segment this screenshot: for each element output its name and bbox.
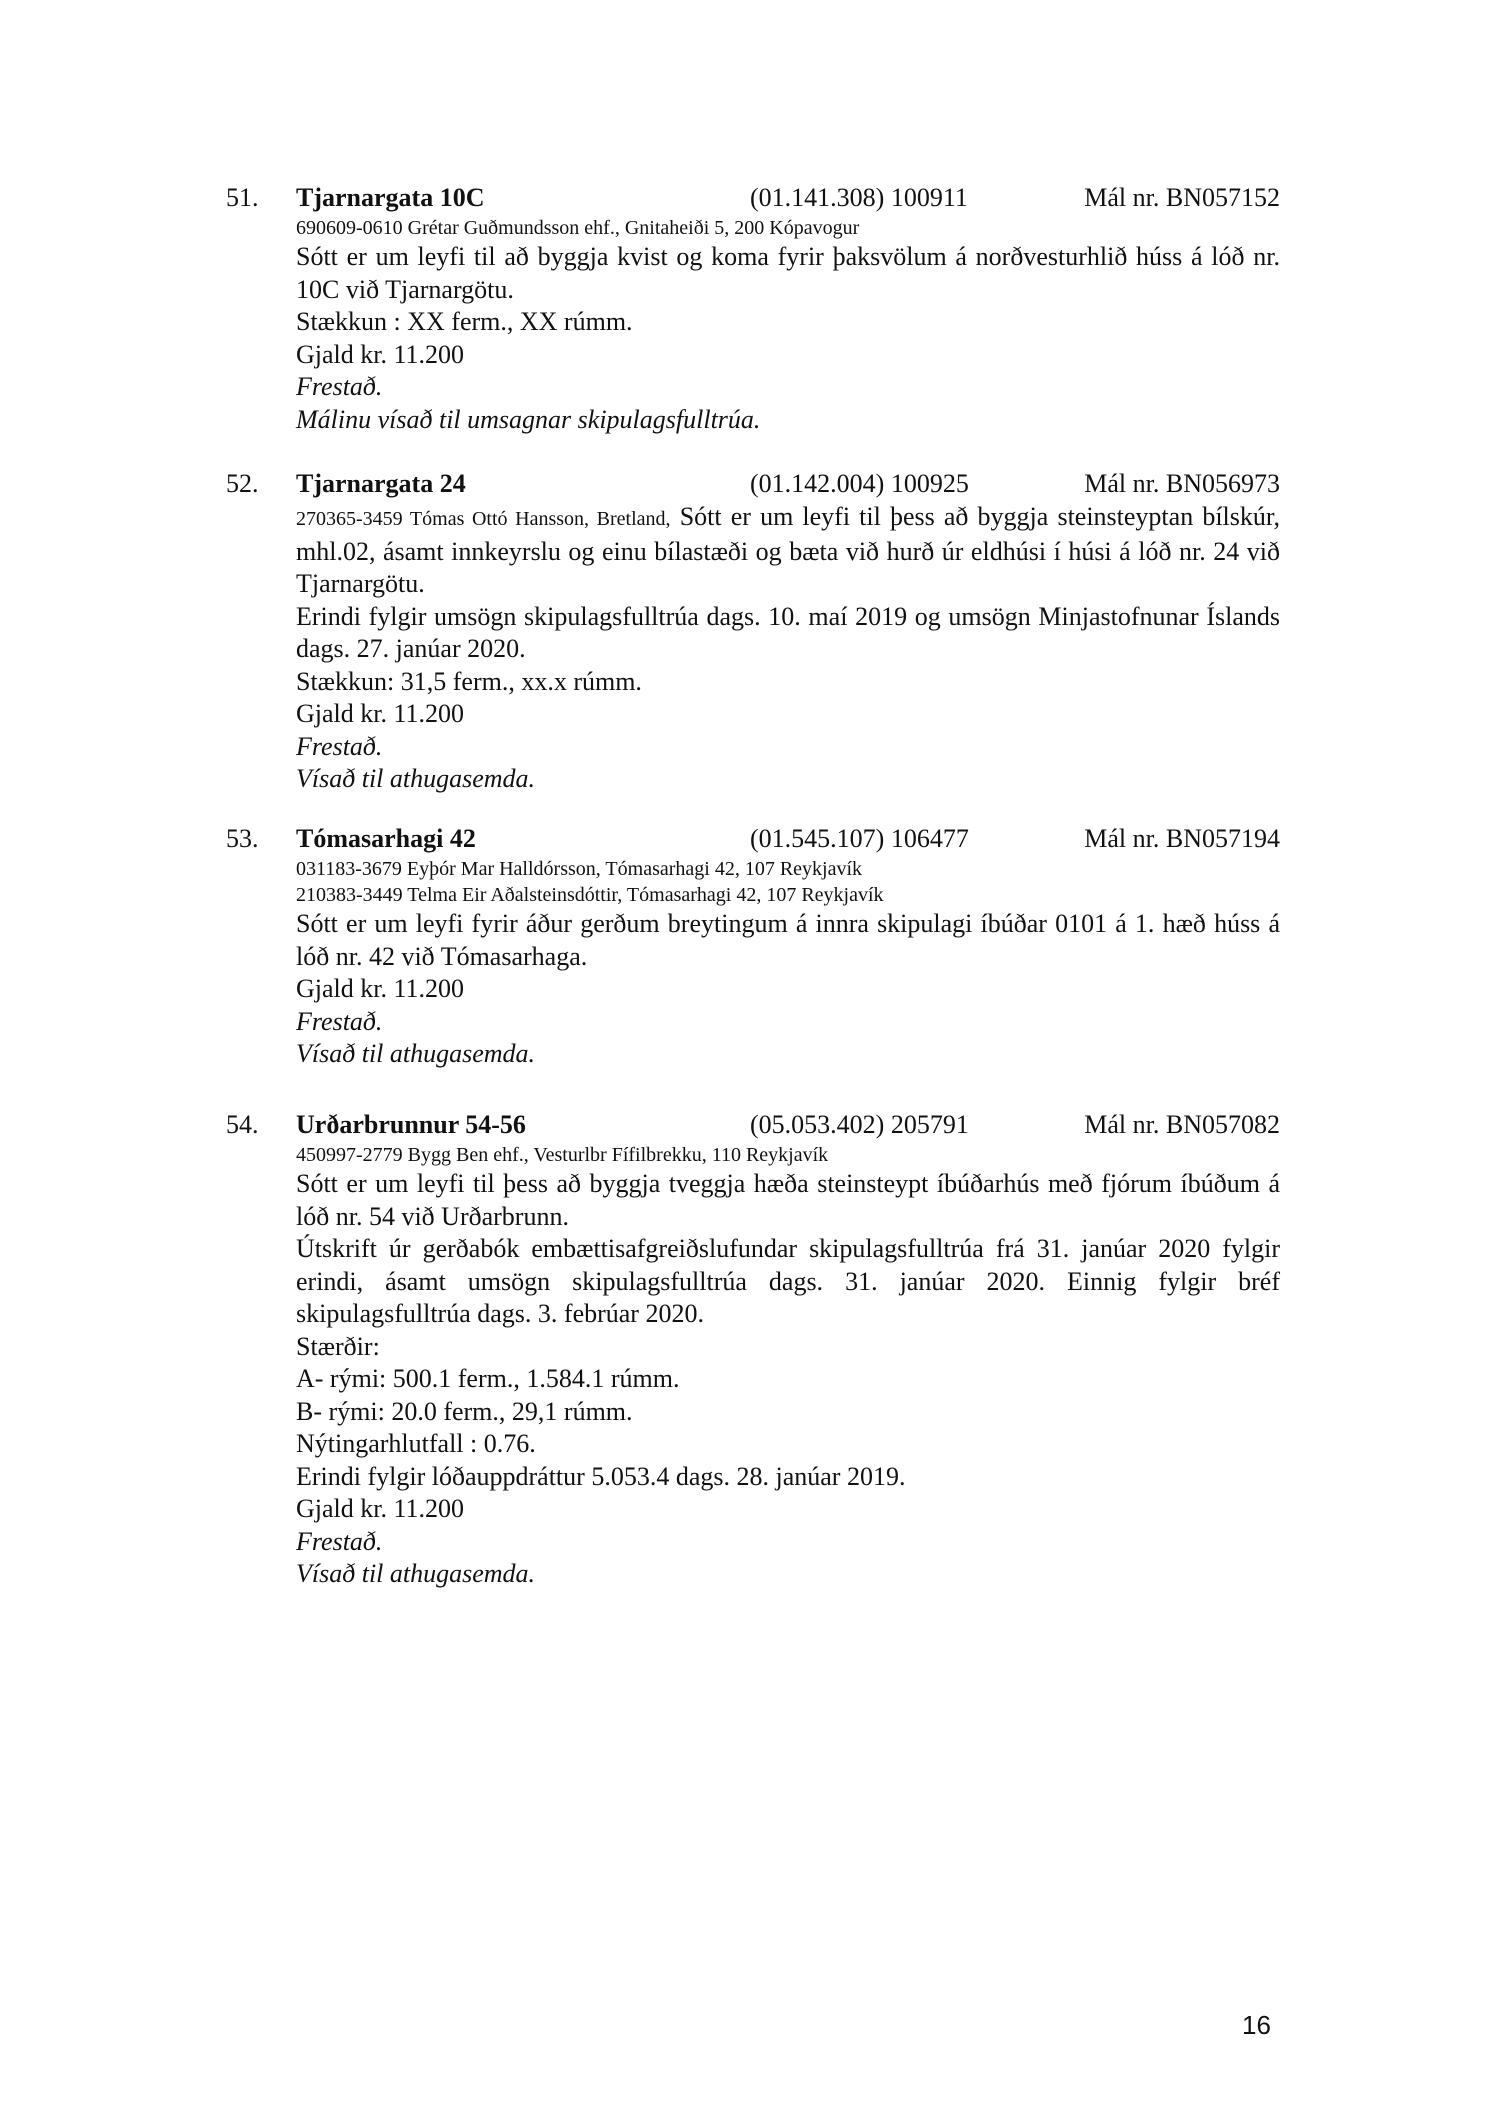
fee-line: Gjald kr. 11.200: [296, 1494, 465, 1523]
decision: Frestað.: [296, 1006, 383, 1036]
case-header: [226, 467, 1280, 501]
property-title: Urðarbrunnur 54-56: [296, 1110, 526, 1139]
decision-note: Málinu vísað til umsagnar skipulagsfulltrúa.: [296, 404, 761, 434]
case-item: [226, 181, 1280, 436]
case-number: Mál nr. BN057194: [1084, 824, 1280, 853]
case-body: [296, 856, 1280, 1071]
item-number: 52.: [226, 469, 259, 498]
fee-line: Gjald kr. 11.200: [296, 339, 465, 369]
description: Sótt er um leyfi til að byggja kvist og koma fyrir þaksvölum á norðvesturhlið húss á lóð nr. 10C við Tjarnargötu.: [296, 242, 1280, 304]
case-item: [226, 467, 1280, 796]
utilization-line: Nýtingarhlutfall : 0.76.: [296, 1429, 536, 1458]
property-code: (05.053.402) 205791: [750, 1110, 969, 1139]
description: Sótt er um leyfi til þess að byggja tveggja hæða steinsteypt íbúðarhús með fjórum íbúðum á lóð nr. 54 við Urðarbrunn.: [296, 1169, 1280, 1231]
description-text: Sótt er um leyfi til þess að byggja steinsteyptan bílskúr, mhl.02, ásamt innkeyrslu og einu bílastæði og bæta við hurð úr eldhúsi í húsi á lóð nr. 24 við Tjarnargötu.: [296, 502, 1281, 598]
applicant: 450997-2779 Bygg Ben ehf., Vesturlbr Fífilbrekku, 110 Reykjavík: [296, 1144, 829, 1166]
attachment-note: Erindi fylgir umsögn skipulagsfulltrúa dags. 10. maí 2019 og umsögn Minjastofnunar Íslands dags. 27. janúar 2020.: [296, 601, 1280, 663]
description: Sótt er um leyfi fyrir áður gerðum breytingum á innra skipulagi íbúðar 0101 á 1. hæð húss á lóð nr. 42 við Tómasarhaga.: [296, 909, 1280, 971]
page-number: 16: [1242, 2010, 1271, 2040]
case-number: Mál nr. BN056973: [1084, 469, 1280, 498]
property-code: (01.142.004) 100925: [750, 469, 969, 498]
item-number: 54.: [226, 1110, 259, 1139]
property-title: Tjarnargata 10C: [296, 183, 485, 212]
decision: Frestað.: [296, 372, 383, 401]
fee-line: Gjald kr. 11.200: [296, 974, 465, 1003]
plot-plan-line: Erindi fylgir lóðauppdráttur 5.053.4 dags. 28. janúar 2019.: [296, 1461, 906, 1491]
case-header: [226, 1108, 1280, 1142]
fee-line: Gjald kr. 11.200: [296, 699, 465, 728]
item-number: 53.: [226, 824, 259, 853]
case-body: [296, 1142, 1280, 1591]
applicant: 690609-0610 Grétar Guðmundsson ehf., Gnitaheiði 5, 200 Kópavogur: [296, 217, 860, 239]
case-header: [226, 822, 1280, 856]
decision: Frestað.: [296, 1526, 383, 1556]
property-code: (01.545.107) 106477: [750, 824, 969, 853]
decision-note: Vísað til athugasemda.: [296, 1039, 536, 1068]
property-title: Tómasarhagi 42: [296, 824, 476, 853]
property-code: (01.141.308) 100911: [750, 183, 968, 212]
decision: Frestað.: [296, 731, 383, 761]
case-header: [226, 181, 1280, 215]
case-body: [296, 215, 1280, 436]
sizes-heading: Stærðir:: [296, 1331, 380, 1361]
description: [296, 501, 1280, 601]
case-item: [226, 1108, 1280, 1591]
applicant: 210383-3449 Telma Eir Aðalsteinsdóttir, Tómasarhagi 42, 107 Reykjavík: [296, 884, 884, 906]
applicant: 031183-3679 Eyþór Mar Halldórsson, Tómasarhagi 42, 107 Reykjavík: [296, 858, 863, 880]
case-item: [226, 822, 1280, 1071]
applicant: 270365-3459 Tómas Ottó Hansson, Bretland,: [296, 508, 671, 530]
size-line: Stækkun : XX ferm., XX rúmm.: [296, 307, 633, 336]
item-number: 51.: [226, 183, 259, 212]
decision-note: Vísað til athugasemda.: [296, 764, 536, 793]
size-line: A- rými: 500.1 ferm., 1.584.1 rúmm.: [296, 1364, 680, 1393]
property-title: Tjarnargata 24: [296, 469, 466, 498]
size-line: B- rými: 20.0 ferm., 29,1 rúmm.: [296, 1396, 633, 1426]
case-number: Mál nr. BN057152: [1084, 183, 1280, 212]
case-number: Mál nr. BN057082: [1084, 1110, 1280, 1139]
case-body: [296, 501, 1280, 796]
decision-note: Vísað til athugasemda.: [296, 1559, 536, 1588]
attachment-note: Útskrift úr gerðabók embættisafgreiðslufundar skipulagsfulltrúa frá 31. janúar 2020 fylgir erindi, ásamt umsögn skipulagsfulltrúa dags. 31. janúar 2020. Einnig fylgir bréf skipulagsfulltrúa dags. 3. febrúar 2020.: [296, 1234, 1280, 1328]
size-line: Stækkun: 31,5 ferm., xx.x rúmm.: [296, 666, 642, 696]
